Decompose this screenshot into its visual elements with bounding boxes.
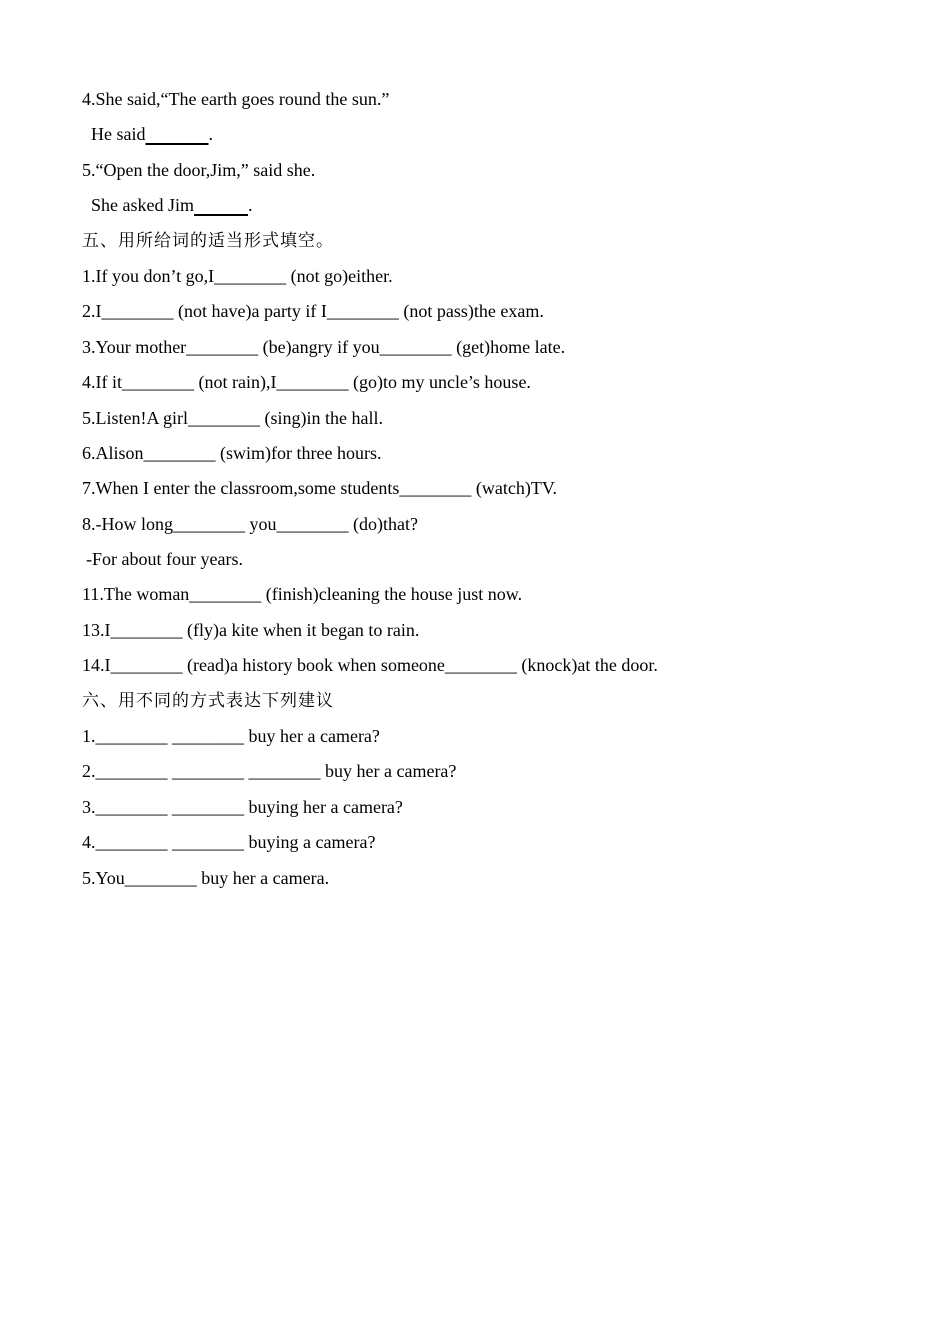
- section6-item: 1.________ ________ buy her a camera?: [82, 726, 380, 747]
- section5-item: 3.Your mother________ (be)angry if you________ (get)home late.: [82, 336, 566, 357]
- section5-item: 5.Listen!A girl________ (sing)in the hall.: [82, 407, 383, 428]
- section6-item: 5.You________ buy her a camera.: [82, 867, 330, 888]
- section5-item: 1.If you don’t go,I________ (not go)either.: [82, 265, 393, 286]
- section5-item: 8.-How long________ you________ (do)that?: [82, 513, 418, 534]
- section5-item: 11.The woman________ (finish)cleaning the house just now.: [82, 584, 523, 605]
- q4-prompt: 4.She said,“The earth goes round the sun.”: [82, 89, 390, 109]
- section6-heading: 六、用不同的方式表达下列建议: [82, 690, 334, 711]
- section5-item: 4.If it________ (not rain),I________ (go)to my uncle’s house.: [82, 372, 531, 393]
- q5-answer-prefix: She asked Jim: [91, 195, 194, 216]
- section5-item: 6.Alison________ (swim)for three hours.: [82, 442, 382, 463]
- q5-answer-blank[interactable]: [194, 195, 248, 215]
- section5-heading: 五、用所给词的适当形式填空。: [82, 230, 334, 251]
- section5-item: 14.I________ (read)a history book when someone________ (knock)at the door.: [82, 655, 658, 676]
- q4-answer-prefix: He said: [91, 124, 146, 145]
- section5-item: 13.I________ (fly)a kite when it began to rain.: [82, 619, 420, 640]
- q5-answer-suffix: .: [248, 195, 253, 216]
- section6-item: 2.________ ________ ________ buy her a camera?: [82, 761, 457, 782]
- q4-answer-suffix: .: [208, 124, 213, 145]
- section5-item: 7.When I enter the classroom,some students________ (watch)TV.: [82, 478, 558, 499]
- section6-item: 3.________ ________ buying her a camera?: [82, 796, 403, 817]
- q5-answer-line: [82, 188, 902, 223]
- q4-answer-blank[interactable]: [145, 124, 208, 144]
- section5-item-answer: -For about four years.: [86, 549, 243, 570]
- q5-prompt: 5.“Open the door,Jim,” said she.: [82, 159, 316, 180]
- section6-item: 4.________ ________ buying a camera?: [82, 832, 376, 853]
- q4-answer-line: [82, 117, 902, 152]
- section5-item: 2.I________ (not have)a party if I________ (not pass)the exam.: [82, 301, 544, 322]
- worksheet-page: [82, 82, 902, 896]
